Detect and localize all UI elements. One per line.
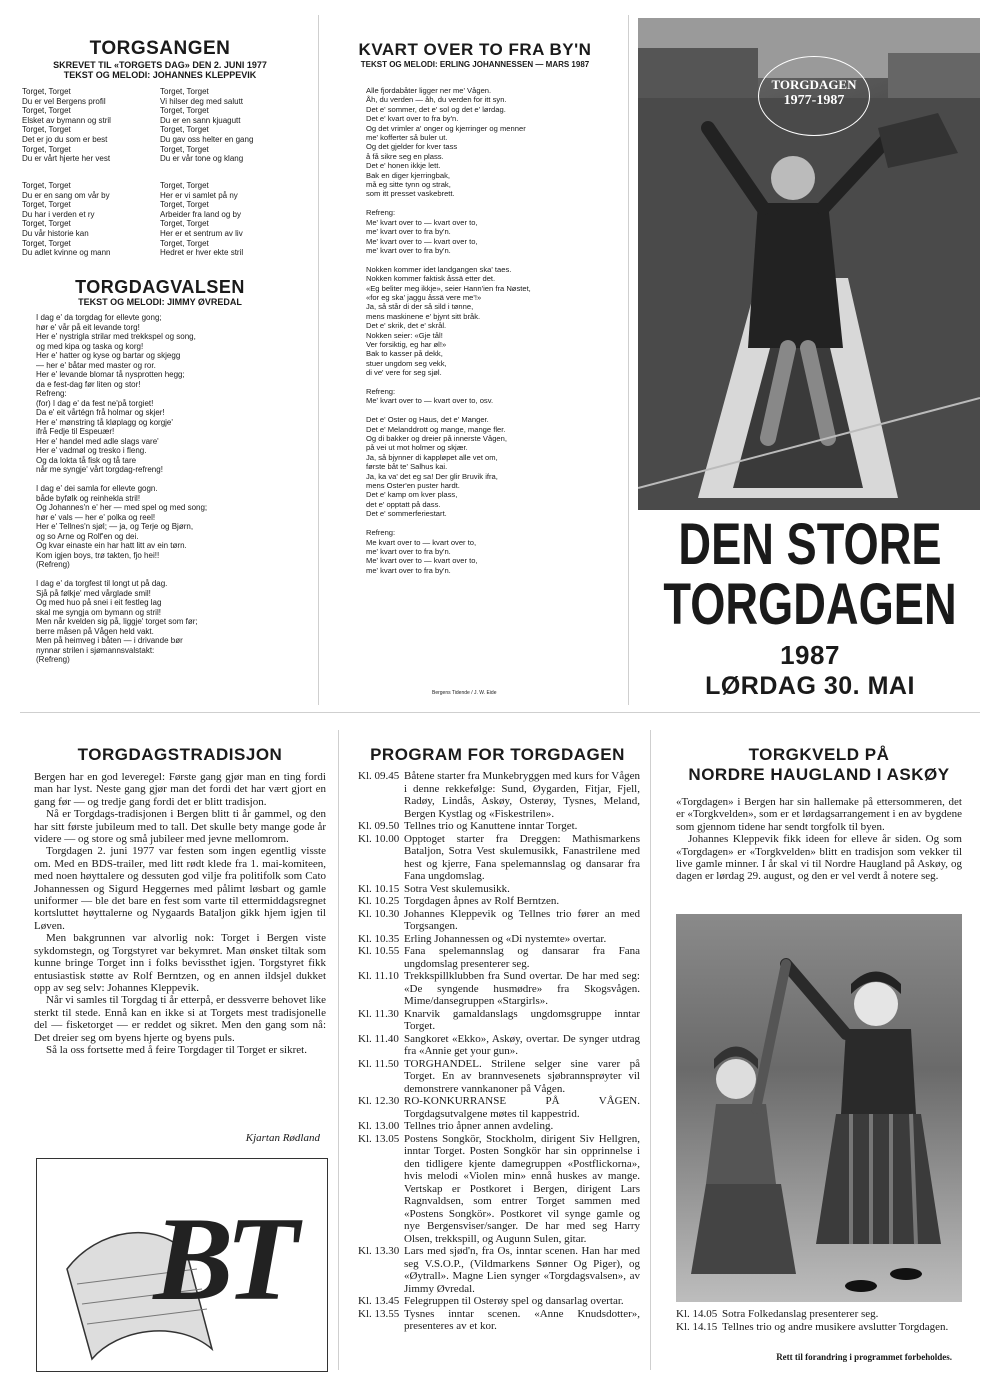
divider xyxy=(628,15,629,705)
program-item xyxy=(358,933,640,946)
program-description: Tellnes trio og andre musikere avslutter Torgdagen. xyxy=(722,1320,949,1333)
paragraph: Bergen har en god leveregel: Første gang gjør man en ting fordi man har lyst. Neste gang gjør man det fordi det har vært gjort en gang før — og tredje gang fordi det er blitt tradisjon. xyxy=(34,771,326,808)
kvart-credit: TEKST OG MELODI: ERLING JOHANNESSEN — MARS 1987 xyxy=(360,60,590,69)
program-item xyxy=(358,1295,640,1308)
program-time: Kl. 10.25 xyxy=(358,895,400,907)
program-time: Kl. 13.00 xyxy=(358,1120,400,1132)
program-time: Kl. 13.55 xyxy=(358,1307,400,1320)
paragraph: Men bakgrunnen var alvorlig nok: Torget i Bergen viste sykdomstegn, og Torgstyret var bekymret. Man ønsket tiltak som kunne bringe Torget inn i folks bevissthet igjen. Torgstyret fikk entusiastisk støtte av Rolf Berntzen, og en annen ildsjel dukket opp av seg selv: Johannes Kleppevik. xyxy=(34,932,326,994)
program-item xyxy=(358,1133,640,1246)
song-lyrics: Alle fjordabåter ligger ner me' Vågen. Åh, du verden — åh, du verden for itt syn. Det e' sommer, det e' sol og det e' lørdag. Det e' kvart over to fra by'n. Og det vrimler a' onger og kjerringer og menner me' kofferter så buler ut. Og det gjelder for kver tass å få sikre seg en plass. Det e' honen ikkje lett. Bak en diger kjerringbak, må eg sitte tynn og strak, som itt presset vaskebrett. Refreng: Me' kvart over to — kvart over to, me' kvart over to fra by'n. Me' kvart over to — kvart over to, me' kvart over to fra by'n. Nokken kommer idet landgangen ska' taes. Nokken kommer faktisk åssä etter det. «Eg beliter meg ikkje», seier Hann'ien fra Nøstet, «for eg ska' jaggu åssä vere me'!» Ja, så står di der så sild i tønne, mens maskinene e' bjynt sitt bråk. Det e' skrik, det e' skrål. Nokken seier: «Gje tål! Ver forsiktig, eg har øl!» Bak to kasser på dekk, stuer ungdom seg vekk, di ve' vere for seg sjøl. Refreng: Me' kvart over to — kvart over to, osv. Det e' Oster og Haus, det e' Manger. Det e' Melanddrott og mange, mange fler. Og di bakker og dreier på innerste Vågen, på vei ut mot holmer og skjær. Ja, så bjynner di kappløpet alle vet om, første båt te' Salhus kai. Ja, ka va' det eg sa! Der glir Bruvik ifra, mens Oster'en puster hardt. Det e' kamp om kver plass, det e' opptatt på dass. Det e' sommerferiestart. Refreng: Me kvart over to — kvart over to, me' kvart over to fra by'n. Me' kvart over to — kvart over to, me' kvart over to fra by'n. xyxy=(366,86,531,575)
paragraph: Johannes Kleppevik fikk ideen for elleve år siden. Og som «Torgdagen» er «Torgkvelden» blitt en tradisjon som vekker til live gamle minner. I år skal vi til Nordre Haugland på Askøy, og dagen er lørdag 29. august, og den er vel verdt å notere seg. xyxy=(676,833,962,883)
program-description: Postens Songkör, Stockholm, dirigent Siv Hellgren, inntar Torget. Posten Songkör har sin opprinnelse i den tidligere kjente damegruppen «Postflickorna», hvis melodi «Violen min» ennå huskes av mange. Vertskap er Postkoret i Bergen, dirigent Lars Ragnvaldsen, som entrer Torget sammen med «Postens Songkör». Postkoret vil synge gamle og nye Bergensviser/sanger. De har med seg Harry Olsen, trekkspill, og Augunn Sulen, gitar. xyxy=(404,1132,640,1245)
paragraph: Så la oss fortsette med å feire Torgdager til Torget er sikret. xyxy=(46,1043,307,1056)
program-item xyxy=(358,945,640,970)
program-description: Trekkspillklubben fra Sund overtar. De har med seg: «De syngende husmødre» fra Skogsvågen. Mime/dansegruppen «Stargirls». xyxy=(404,970,640,1007)
program-description: Johannes Kleppevik og Tellnes trio fører an med Torgsangen. xyxy=(404,907,640,932)
program-description: Tellnes trio åpner annen avdeling. xyxy=(404,1120,554,1132)
paragraph: Torgdagen 2. juni 1977 var festen som ingen egentlig visste om. Med en BDS-trailer, med litt rødt klede fra 1. mai-komiteen, med noen høyttalere og dessuten god vilje fra politifolk som Cato Johannessen og Sigurd Heggernes med pålimt løsbart og gamle uniformer — ble det bare en fest som varte til ettermiddagsregnet kortsluttet høyttalerne og Nygaards Bataljon gikk hjem igjen til Løven. xyxy=(34,845,326,932)
bt-logo: BT xyxy=(153,1192,291,1325)
verse: Torget, Torget Du er en sang om vår by Torget, Torget Du har i verden et ry Torget, Torget Du vår historie kan Torget, Torget Du adlet kvinne og mann xyxy=(22,181,111,258)
torgdagvalsen-credit: TEKST OG MELODI: JIMMY ØVREDAL xyxy=(78,297,242,307)
paragraph: «Torgdagen» i Bergen har sin hallemake på ettersommeren, det er «Torgkvelden», som er et lørdagsarrangement i en av bygdene som gjennom tidene har sendt torgfolk til byen. xyxy=(676,796,962,833)
program-item xyxy=(358,1308,640,1333)
badge-years: 1977-1987 xyxy=(783,93,845,108)
program-item xyxy=(358,970,640,1008)
torgkveld-article xyxy=(676,796,962,883)
signature: Kjartan Rødland xyxy=(245,1132,320,1144)
song-lyrics: I dag e' da torgdag for ellevte gong; hør e' vår på eit levande torg! Her e' nystrigla strilar med trekkspel og song, og med kipa og taska og korg! Her e' hatter og kyse og bartar og skjegg — her e' båtar med master og ror. Her e' levande blomar tå nysprotten hegg; da e fest-dag før liten og stor! Refreng: (for) I dag e' da fest ne'på torgiet! Da e' eit vårtégn frå holmar og skjer! Her e' mønstring tå kløplagg og korgje' ifrå Fedje til Espeuær! Her e' handel med adle slags vare' Her e' vadmøl og tresko i fleng. Og da lokta tå fisk og tå tare når me syngje' vårt torgdag-refreng! I dag e' dei samla for ellevte gogn. både byfølk og reinhekla stril! Og Johannes'n e' her — med spel og med song; hør e' vals — her e' polka og reel! Her e' Tellnes'n sjøl; — ja, og Terje og Bjørn, og so Arne og Rolf'en og dei. Og kvar einaste ein har hatt litt av ein tørn. Kom igjen boys, trø takten, fjo hei!! (Refreng) I dag e' da torgfest til longt ut på dag. Sjå på følkje' med vårglade smil! Og med huo på snei i eit festleg lag skal me syngja om bymann og stril! Men når kvelden sig på, liggje' torget som før; berre måsen på Vågen held vakt. Men på heimveg i båten — i drivande bør nynnar strilen i sjømannsvalstakt: (Refreng) xyxy=(36,313,208,664)
verse: Torget, Torget Du er vel Bergens profil Torget, Torget Elsket av bymann og stril Torget, Torget Det er jo du som er best Torget, Torget Du er vårt hjerte her vest xyxy=(22,87,111,164)
program-time: Kl. 11.30 xyxy=(358,1007,399,1020)
program-time: Kl. 11.10 xyxy=(358,970,399,982)
program-item xyxy=(676,1321,962,1334)
program-time: Kl. 12.30 xyxy=(358,1095,400,1107)
program-item xyxy=(676,1308,962,1321)
verse: Torget, Torget Vi hilser deg med salutt Torget, Torget Du er en sann kjuagutt Torget, Torget Du gav oss helter en gang Torget, Torget Du er vår tone og klang xyxy=(160,87,254,164)
program-description: Sotra Vest skulemusikk. xyxy=(404,882,510,895)
program-time: Kl. 09.45 xyxy=(358,770,400,782)
dancers xyxy=(676,914,962,1302)
photo-credit: Bergens Tidende / J. W. Eide xyxy=(432,690,497,696)
program-description: Felegruppen til Osterøy spel og dansarlag overtar. xyxy=(404,1295,624,1307)
program-item xyxy=(358,1008,640,1033)
torgsangen-title: TORGSANGEN xyxy=(89,38,231,59)
tradisjon-article xyxy=(34,771,326,1056)
program-time: Kl. 13.30 xyxy=(358,1245,400,1257)
torgkveld-title: TORGKVELD PÅ xyxy=(748,745,890,764)
cover-date: LØRDAG 30. MAI xyxy=(705,672,915,700)
program-time: Kl. 10.30 xyxy=(358,907,400,920)
program-item xyxy=(358,770,640,820)
program-description: Sangkoret «Ekko», Askøy, overtar. De synger utdrag fra «Annie get your gun». xyxy=(404,1032,640,1057)
program-time: Kl. 13.45 xyxy=(358,1295,400,1307)
folk-dance-photo xyxy=(676,914,962,1302)
program-description: Erling Johannessen og «Di nystemte» overtar. xyxy=(404,932,607,945)
program-time: Kl. 13.05 xyxy=(358,1132,400,1145)
program-item xyxy=(358,1245,640,1295)
program-item xyxy=(358,883,640,896)
paragraph: Når vi samles til Torgdag ti år etterpå, er dessverre behovet like sterkt til stede. Ennå kan en ikke si at Torgets mest tradisjonelle del — fisketorget — er reddet og sikret. Men den gang som nå: Det dreier seg om byens hjerte og byens puls. xyxy=(34,994,326,1044)
program-time: Kl. 14.05 xyxy=(676,1308,718,1320)
program-description: RO-KONKURRANSE PÅ VÅGEN. Torgdagsutvalgene møtes til kappestrid. xyxy=(404,1095,640,1120)
torgsangen-credit: TEKST OG MELODI: JOHANNES KLEPPEVIK xyxy=(63,70,257,80)
program-description: Torgdagen åpnes av Rolf Berntzen. xyxy=(404,895,560,907)
program-item xyxy=(358,908,640,933)
program-time: Kl. 10.00 xyxy=(358,832,400,845)
program-description: Sotra Folkedanslag presenterer seg. xyxy=(722,1308,879,1320)
program-title: PROGRAM FOR TORGDAGEN xyxy=(370,745,625,764)
verse: Torget, Torget Her er vi samlet på ny Torget, Torget Arbeider fra land og by Torget, Torget Her er et sentrum av liv Torget, Torget Hedret er hver ekte stril xyxy=(160,181,244,258)
program-item xyxy=(358,1058,640,1096)
badge-title: TORGDAGEN xyxy=(771,77,857,92)
program-list xyxy=(358,770,640,1333)
program-item xyxy=(358,820,640,833)
program-time: Kl. 10.35 xyxy=(358,932,400,945)
program-time: Kl. 10.15 xyxy=(358,882,400,895)
torgsangen-subtitle: SKREVET TIL «TORGETS DAG» DEN 2. JUNI 1977 xyxy=(53,60,267,70)
cover-headline: TORGDAGEN xyxy=(663,572,957,637)
program-item xyxy=(358,833,640,883)
divider xyxy=(338,730,339,1370)
cover-headline: DEN STORE xyxy=(678,512,942,577)
disclaimer: Rett til forandring i programmet forbeholdes. xyxy=(776,1352,952,1362)
program-description: Båtene starter fra Munkebryggen med kurs for Vågen i denne rekkefølge: Sund, Øygarden, Fitjar, Fjell, Radøy, Lindås, Askøy, Osterøy, Tysnes, Meland, Bergen Kystlag og «Fiskestrilen». xyxy=(404,770,640,820)
program-description: Knarvik gamaldanslags ungdomsgruppe inntar Torget. xyxy=(404,1007,640,1032)
program-time: Kl. 14.15 xyxy=(676,1320,718,1333)
program-description: Opptoget starter fra Dreggen: Mathismarkens Bataljon, Sotra Vest skulemusikk, Fanastrilene med hest og kjerre, Fana spelemannslag og dansarar fra Fana ungdomslag. xyxy=(404,832,640,882)
torgdagvalsen-title: TORGDAGVALSEN xyxy=(75,277,245,297)
divider xyxy=(650,730,651,1370)
program-time: Kl. 11.40 xyxy=(358,1032,399,1045)
program-description: Tysnes inntar scenen. «Anne Knudsdotter», presenteres av et kor. xyxy=(404,1307,640,1332)
program-time: Kl. 09.50 xyxy=(358,820,400,832)
kvart-title: KVART OVER TO FRA BY'N xyxy=(358,40,592,59)
program-item xyxy=(358,1120,640,1133)
cover-photo xyxy=(638,18,980,510)
program-item xyxy=(358,1095,640,1120)
program-item xyxy=(358,895,640,908)
tradisjon-title: TORGDAGSTRADISJON xyxy=(77,745,283,764)
divider xyxy=(318,15,319,705)
divider xyxy=(20,712,980,713)
bt-logo-box xyxy=(36,1158,328,1372)
program-description: Lars med sjød'n, fra Os, inntar scenen. Han har med seg V.S.O.P., (Vildmarkens Sønner Og Piger), og «Øytrall». Magne Lien synger «Torgdagsvalsen», av Jimmy Øvredal. xyxy=(404,1245,640,1295)
cover-year: 1987 xyxy=(780,640,840,670)
program-description: Tellnes trio og Kanuttene inntar Torget. xyxy=(404,820,578,832)
program-description: TORGHANDEL. Strilene selger sine varer på Torget. En av brannvesenets sjøbrannsprøyter vil demonstrere vannkanoner på Vågen. xyxy=(404,1057,640,1095)
program-item xyxy=(358,1033,640,1058)
program-time: Kl. 10.55 xyxy=(358,945,400,957)
program-description: Fana spelemannslag og dansarar fra Fana ungdomslag presenterer seg. xyxy=(404,945,640,970)
anniversary-badge xyxy=(758,56,870,136)
program-time: Kl. 11.50 xyxy=(358,1057,399,1070)
torgkveld-title: NORDRE HAUGLAND I ASKØY xyxy=(688,765,950,784)
paragraph: Nå er Torgdags-tradisjonen i Bergen blitt ti år gammel, og den har sitt første jubileum med to tall. Det skulle bety mange gode år videre — og store og små jubileer med jevne mellomrom. xyxy=(34,808,326,846)
program-list xyxy=(676,1308,962,1333)
